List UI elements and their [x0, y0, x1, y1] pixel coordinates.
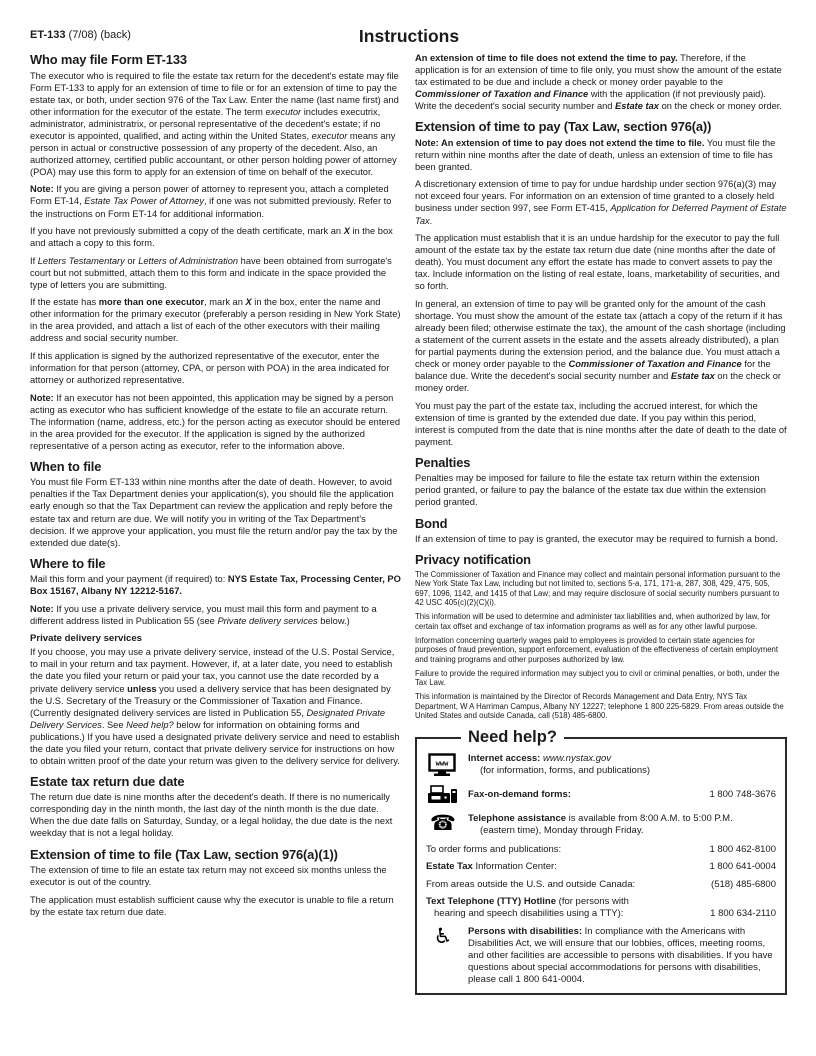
section-heading: Extension of time to pay (Tax Law, section 976(a))	[415, 119, 712, 135]
paragraph: You must pay the part of the estate tax, including the accrued interest, for which the extension of time is granted by the extended due date. If you pay within this period, interest is computed from the date that is nine months after the date of death to the date of payment.	[415, 400, 787, 447]
paragraph: If this application is signed by the authorized representative of the executor, enter the information for that person (attorney, CPA, or person with POA) in the area indicated for attorney or authorized representative.	[30, 350, 390, 386]
paragraph: The executor who is required to file the estate tax return for the decedent's estate may file Form ET-133 to apply for an extension of time to file or for an extension of time to pay the estate tax, or both, under section 976 of the Tax Law. Enter the name (last name first) and other information for the executor of the estate. The term executor includes executrix, administrator, administratrix, or personal representative of the decedent's estate; if no executor is appointed, qualified, and acting within the United States, executor means any person in actual or constructive possession of any property of the decedent. Also, an authorized attorney, certified public accountant, or other person holding power of attorney (POA) may use this form to apply for an extension of time on behalf of the executor.	[30, 70, 399, 177]
form-revision: (7/08) (back)	[65, 29, 131, 41]
need-help-title: Need help?	[461, 727, 564, 748]
need-help-row-label: Text Telephone (TTY) Hotline (for persons with hearing and speech disabilities using a TTY):	[426, 896, 629, 920]
internet-access-label: Internet access:	[468, 752, 543, 764]
section-heading: Where to file	[30, 555, 106, 571]
fine-print-paragraph: This information is maintained by the Director of Records Management and Data Entry, NYS Tax Department, W A Harriman Campus, Albany NY 12227; telephone 1 800 225-5829. From areas outside the United States and outside Canada, call (518) 485-6800.	[415, 692, 784, 721]
section-heading: Who may file Form ET-133	[30, 52, 187, 67]
telephone-row	[426, 810, 776, 837]
phone-number: (518) 485-6800	[711, 878, 776, 890]
fine-print-paragraph: Failure to provide the required information may subject you to civil or criminal penalties, or both, under the Tax Law.	[415, 668, 780, 688]
paragraph: In general, an extension of time to pay will be granted only for the amount of the cash shortage. You must show the amount of the estate tax (attach a copy of the return if it has already been filed; otherwise estimate the tax), the amount of the cash shortage (including a statement of the current assets in the estate and the assets already distributed), a plan for partial payments during the extension period, and the balance due. You must attach a check or money order payable to the Commissioner of Taxation and Finance for the balance due. Write the decedent's social security number and Estate tax on the check or money order.	[415, 298, 786, 394]
right-column	[415, 52, 787, 995]
section-heading: When to file	[30, 458, 102, 474]
paragraph: Mail this form and your payment (if required) to: NYS Estate Tax, Processing Center, PO Box 15167, Albany NY 12212-5167.	[30, 574, 401, 597]
fax-label: Fax-on-demand forms:	[468, 788, 571, 800]
section-heading: Penalties	[415, 454, 471, 470]
need-help-row	[426, 844, 776, 856]
telephone-icon: ☎	[429, 810, 457, 835]
paragraph: The application must establish sufficient cause why the executor is unable to file a return by the estate tax return due date.	[30, 894, 394, 917]
fax-number: 1 800 748-3676	[709, 788, 776, 800]
paragraph: If an extension of time to pay is granted, the executor may be required to furnish a bond.	[415, 534, 778, 544]
need-help-row-label: From areas outside the U.S. and outside Canada:	[426, 878, 636, 890]
paragraph: If the estate has more than one executor, mark an X in the box, enter the name and other information for the primary executor (preferably a person residing in New York State) in the area provided, and attach a list of each of the other executors with their mailing address and social security number.	[30, 297, 401, 344]
svg-text:www: www	[435, 759, 449, 768]
disabilities-label: Persons with disabilities:	[468, 925, 583, 937]
paragraph: If Letters Testamentary or Letters of Administration have been obtained from surrogate's court but not submitted, attach them to this form and indicate in the space provided the type of letters you are submitting.	[30, 255, 392, 290]
page-title: Instructions	[358, 26, 460, 46]
paragraph: If you choose, you may use a private delivery service, instead of the U.S. Postal Service, to mail in your return and tax payment. However, if, at a later date, you need to establish the date you filed your return or paid your tax, you cannot use the date recorded by a private delivery service unless you used a delivery service that has been designated by the U.S. Secretary of the Treasury or the Commissioner of Taxation and Finance. (Currently designated delivery services are listed in Publication 55, Designated Private Delivery Services. See Need help? below for information on obtaining forms and publications.) If you have used a designated private delivery service and need to establish the date you filed your return, contact that private delivery service for instructions on how to obtain written proof of the date your return was given to the delivery service for delivery.	[30, 647, 400, 766]
phone-number: 1 800 634-2110	[710, 908, 776, 920]
paragraph: Note: If an executor has not been appointed, this application may be signed by a person acting as executor who has sufficient knowledge of the estate to file an accurate return. The information (name, address, etc.) for the person acting as executor should be entered in the area provided for the executor. If the application is signed by the authorized representative of a person acting as executor, refer to the information above.	[30, 392, 401, 451]
phone-number: 1 800 462-8100	[709, 843, 776, 855]
need-help-row	[426, 861, 776, 873]
paragraph: The extension of time to file an estate tax return may not exceed six months unless the executor is out of the country.	[30, 865, 387, 888]
fax-icon	[426, 784, 460, 806]
paragraph: Note: If you are giving a person power of attorney to represent you, attach a completed Form ET-14, Estate Tax Power of Attorney, if one was not submitted previously. Refer to the instructions on Form ET-14 for additional information.	[30, 184, 392, 219]
need-help-row-label: To order forms and publications:	[426, 843, 562, 855]
need-help-row	[426, 896, 776, 920]
right-column-text	[415, 52, 787, 721]
internet-note: (for information, forms, and publications)	[480, 764, 651, 776]
internet-access-row	[426, 753, 776, 777]
need-help-rows	[426, 844, 776, 921]
telephone-text: is available from 8:00 A.M. to 5:00 P.M.	[566, 812, 733, 824]
paragraph: Penalties may be imposed for failure to file the estate tax return within the extension period granted, or failure to pay the balance of the estate tax due within the extension period granted.	[415, 473, 766, 508]
disabilities-row	[426, 923, 776, 986]
section-heading: Bond	[415, 515, 448, 531]
need-help-row	[426, 879, 776, 891]
paragraph: Note: If you use a private delivery service, you must mail this form and payment to a different address listed in Publication 55 (see Private delivery services below.)	[30, 603, 377, 626]
page-header	[30, 26, 788, 52]
internet-url: www.nystax.gov	[542, 752, 612, 764]
disabilities-text: In compliance with the Americans with Disabilities Act, we will ensure that our lobbies, offices, meeting rooms, and other facilities are accessible to persons with disabilities. If you have questions about special accommodations for persons with disabilities, please call 1 800 641-0004.	[468, 925, 773, 985]
fine-print-paragraph: Information concerning quarterly wages paid to employees is provided to certain state agencies for purposes of fraud prevention, support enforcement, evaluation of the effectiveness of certain employment and training programs and other purposes authorized by law.	[415, 635, 779, 664]
wheelchair-icon: ♿	[433, 923, 453, 948]
fax-row	[426, 784, 776, 806]
left-column	[30, 52, 402, 923]
paragraph: If you have not previously submitted a copy of the death certificate, mark an X in the box and attach a copy to this form.	[30, 226, 393, 249]
fine-print-paragraph: The Commissioner of Taxation and Finance may collect and maintain personal information pursuant to the New York State Tax Law, including but not limited to, sections 5-a, 171, 171-a, 287, 308, 429, 475, 505, 697, 1096, 1142, and 1415 of that Law; and may require disclosure of social security numbers pursuant to 42 USC 405(c)(2)(C)(i).	[415, 569, 781, 608]
www-monitor-icon	[426, 753, 460, 777]
two-column-layout	[30, 52, 788, 995]
paragraph: The application must establish that it is an undue hardship for the executor to pay the full amount of the estate tax by the estate tax return due date (nine months after the date of death). You must document any effort the estate has made to convert assets to pay the tax. Include information on the listing of real estate, loans, marketability of securities, and so forth.	[415, 233, 780, 292]
telephone-label: Telephone assistance	[468, 812, 567, 824]
paragraph: A discretionary extension of time to pay for undue hardship under section 976(a)(3) may not exceed four years. For information on an extension of time granted to a closely held business under section 997, see Form ET-415, Application for Deferred Payment of Estate Tax.	[415, 179, 787, 226]
telephone-hours: (eastern time), Monday through Friday.	[480, 824, 644, 836]
section-heading: Estate tax return due date	[30, 773, 185, 789]
need-help-box	[415, 727, 787, 995]
need-help-row-label: Estate Tax Information Center:	[426, 861, 557, 873]
paragraph: An extension of time to file does not extend the time to pay. Therefore, if the application is for an extension of time to file only, you must show the amount of the estate tax estimated to be due and include a check or money order payable to the Commissioner of Taxation and Finance with the application (if not previously paid). Write the decedent's social security number and Estate tax on the check or money order.	[415, 53, 782, 112]
form-number: ET-133	[30, 29, 66, 41]
paragraph: The return due date is nine months after the decedent's death. If there is no numerically corresponding day in the ninth month, the last day of the ninth month is the due date. When the due date falls on Saturday, Sunday, or a legal holiday, the due date is the next weekday that is not a legal holiday.	[30, 792, 393, 839]
phone-number: 1 800 641-0004	[709, 861, 776, 873]
section-heading: Extension of time to file (Tax Law, section 976(a)(1))	[30, 846, 338, 862]
paragraph: You must file Form ET-133 within nine months after the date of death. However, to avoid penalties if the Tax Department denies your application(s), you should file the application early enough so that the Tax Department can review the application and reply before the estate tax and return are due. We will notify you in writing of the Tax Department's decision. If we approve your application, you must file the return and/or pay the tax by the extended due date(s).	[30, 477, 398, 548]
paragraph: Note: An extension of time to pay does not extend the time to file. You must file the return within nine months after the date of death, unless an extension of time to file has been granted.	[415, 137, 776, 172]
fine-print-paragraph: This information will be used to determine and administer tax liabilities and, when authorized by law, for certain tax offset and exchange of tax information programs as well as for any other lawful purpose.	[415, 612, 771, 631]
section-heading: Privacy notification	[415, 552, 531, 568]
sub-heading: Private delivery services	[30, 632, 143, 644]
